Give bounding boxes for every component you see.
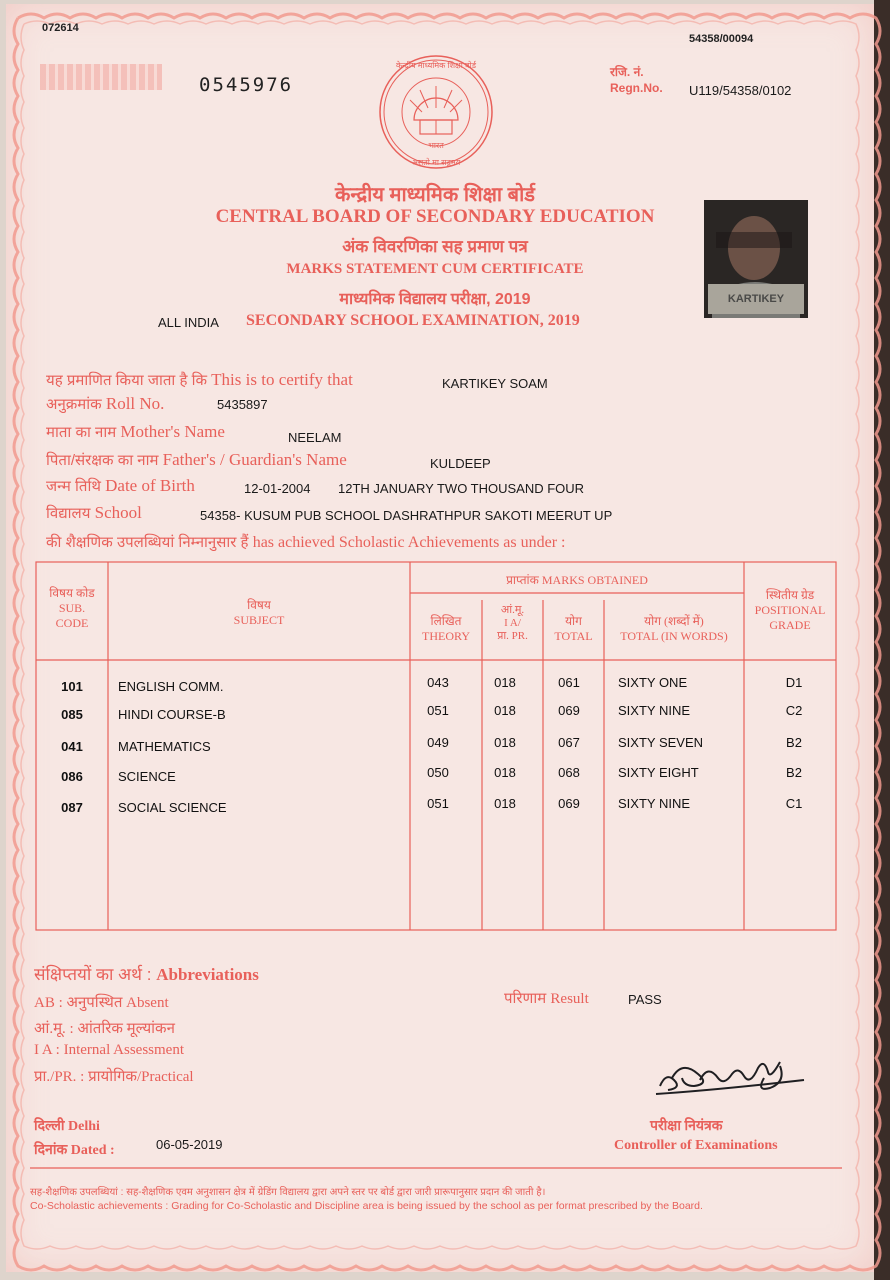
seal-center: भारत — [428, 141, 444, 150]
cell-sub-code: 041 — [61, 739, 83, 754]
footer-hindi: सह-शैक्षणिक उपलब्धियां : सह-शैक्षणिक एवम अनुशासन क्षेत्र में ग्रेडिंग विद्यालय द्वारा अपने स्तर पर बोर्ड द्वारा जारी प्रारूपानुसार प्रदान की जाती है। — [30, 1187, 546, 1198]
roll-label: अनुक्रमांक Roll No. — [46, 394, 165, 413]
abbrev-ia-hindi: आं.मू. : आंतरिक मूल्यांकन — [34, 1021, 175, 1037]
cell-theory: 051 — [427, 703, 449, 718]
school-label: विद्यालय School — [46, 503, 142, 522]
dob-value: 12-01-2004 — [244, 481, 311, 496]
cell-total: 069 — [558, 796, 580, 811]
cell-total-words: SIXTY EIGHT — [618, 765, 699, 780]
cell-ia: 018 — [494, 765, 516, 780]
dated-label: दिनांक Dated : — [34, 1143, 115, 1158]
cell-grade: D1 — [785, 675, 803, 690]
abbrev-practical: प्रा./PR. : प्रायोगिक/Practical — [34, 1069, 194, 1085]
cbse-seal — [380, 56, 492, 168]
mother-name: NEELAM — [288, 430, 342, 445]
cell-sub-code: 101 — [61, 679, 83, 694]
cell-grade: C2 — [785, 703, 803, 718]
board-hindi: केन्द्रीय माध्यमिक शिक्षा बोर्ड — [335, 184, 535, 206]
header-total-words: योग (शब्दों में) TOTAL (IN WORDS) — [620, 614, 728, 643]
serial-left: 072614 — [42, 22, 79, 34]
cell-grade: C1 — [785, 796, 803, 811]
cell-theory: 050 — [427, 765, 449, 780]
dob-words: 12TH JANUARY TWO THOUSAND FOUR — [338, 481, 585, 496]
cell-total-words: SIXTY SEVEN — [618, 735, 704, 750]
seal-ring-bottom: असतो मा सद्गमय — [411, 158, 461, 167]
dob-label: जन्म तिथि Date of Birth — [46, 476, 195, 495]
controller-hindi: परीक्षा नियंत्रक — [650, 1119, 723, 1134]
cell-subject: SCIENCE — [118, 769, 176, 784]
scope-label: ALL INDIA — [158, 315, 219, 330]
security-microprint — [40, 64, 162, 90]
dated-value: 06-05-2019 — [156, 1137, 223, 1152]
footer-english: Co-Scholastic achievements : Grading for Co-Scholastic and Discipline area is being issued by the school as per format prescribed by the Board. — [30, 1200, 703, 1212]
cell-total-words: SIXTY NINE — [618, 703, 691, 718]
cell-total-words: SIXTY ONE — [618, 675, 688, 690]
header-ia: आं.मू. I A/ प्रा. PR. — [497, 604, 528, 642]
header-sub-code: विषय कोड SUB. CODE — [49, 586, 95, 630]
cell-grade: B2 — [786, 765, 802, 780]
header-total: योग TOTAL — [554, 614, 593, 643]
regn-label: Regn.No. — [610, 81, 663, 95]
abbrev-ia: I A : Internal Assessment — [34, 1042, 184, 1058]
header-theory: लिखित THEORY — [422, 614, 470, 643]
cell-ia: 018 — [494, 703, 516, 718]
regn-hindi: रजि. नं. — [610, 65, 644, 79]
father-label: पिता/संरक्षक का नाम Father's / Guardian's Name — [46, 450, 347, 469]
serial-right: 54358/00094 — [689, 33, 754, 45]
school-name: 54358- KUSUM PUB SCHOOL DASHRATHPUR SAKOTI MEERUT UP — [200, 508, 613, 523]
statement-title: MARKS STATEMENT CUM CERTIFICATE — [286, 261, 584, 277]
cell-total: 067 — [558, 735, 580, 750]
cell-subject: SOCIAL SCIENCE — [118, 800, 227, 815]
student-name: KARTIKEY SOAM — [442, 376, 548, 391]
cell-ia: 018 — [494, 735, 516, 750]
cell-sub-code: 086 — [61, 769, 83, 784]
header-positional-grade: स्थितीय ग्रेड POSITIONAL GRADE — [754, 588, 826, 632]
seal-ring-top: केन्द्रीय माध्यमिक शिक्षा बोर्ड — [396, 61, 476, 70]
cell-subject: HINDI COURSE-B — [118, 707, 226, 722]
regn-value: U119/54358/0102 — [689, 83, 792, 98]
header-marks-obtained: प्राप्तांक MARKS OBTAINED — [506, 573, 648, 587]
abbreviations-title: संक्षिप्तयों का अर्थ : Abbreviations — [34, 965, 259, 984]
result-label: परिणाम Result — [504, 990, 589, 1007]
board-name: CENTRAL BOARD OF SECONDARY EDUCATION — [215, 206, 655, 227]
cell-subject: ENGLISH COMM. — [118, 679, 224, 694]
header-subject: विषय SUBJECT — [233, 598, 285, 627]
cell-subject: MATHEMATICS — [118, 739, 211, 754]
exam-title: SECONDARY SCHOOL EXAMINATION, 2019 — [246, 312, 580, 329]
svg-text:KARTIKEY: KARTIKEY — [727, 293, 785, 305]
cell-total: 061 — [558, 675, 580, 690]
mother-label: माता का नाम Mother's Name — [46, 422, 225, 441]
cell-sub-code: 087 — [61, 800, 83, 815]
abbrev-absent: AB : अनुपस्थित Absent — [34, 995, 169, 1011]
cell-theory: 051 — [427, 796, 449, 811]
cell-sub-code: 085 — [61, 707, 83, 722]
result-value: PASS — [628, 992, 662, 1007]
cell-ia: 018 — [494, 675, 516, 690]
father-name: KULDEEP — [430, 456, 491, 471]
controller-label: Controller of Examinations — [614, 1138, 778, 1153]
cell-total-words: SIXTY NINE — [618, 796, 691, 811]
exam-hindi: माध्यमिक विद्यालय परीक्षा, 2019 — [339, 291, 531, 308]
cell-ia: 018 — [494, 796, 516, 811]
controller-signature — [656, 1062, 804, 1094]
roll-number: 5435897 — [217, 397, 268, 412]
certify-label: यह प्रमाणित किया जाता है कि This is to certify that — [46, 370, 353, 389]
cell-theory: 043 — [427, 675, 449, 690]
achievements-label: की शैक्षणिक उपलब्धियां निम्नानुसार हैं has achieved Scholastic Achievements as under : — [46, 534, 566, 551]
student-photo — [704, 200, 808, 318]
cell-grade: B2 — [786, 735, 802, 750]
statement-hindi: अंक विवरणिका सह प्रमाण पत्र — [342, 237, 528, 256]
cell-total: 069 — [558, 703, 580, 718]
cell-theory: 049 — [427, 735, 449, 750]
place-label: दिल्ली Delhi — [34, 1119, 100, 1134]
certificate-number: 0545976 — [199, 74, 294, 96]
cell-total: 068 — [558, 765, 580, 780]
